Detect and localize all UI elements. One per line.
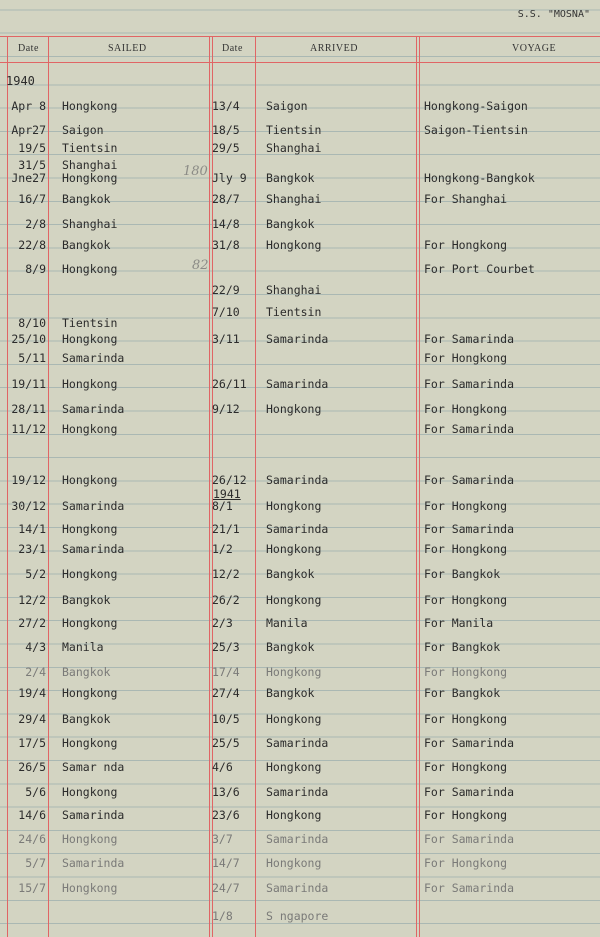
sailed-date: 15/7 — [18, 881, 46, 895]
arrived-date: 7/10 — [212, 305, 240, 319]
voyage: For Hongkong — [424, 808, 508, 822]
arrived-port: Hongkong — [266, 402, 322, 416]
sailed-port: Hongkong — [62, 567, 118, 581]
sailed-port: Bangkok — [62, 712, 111, 726]
header-date-arrived: Date — [222, 43, 243, 54]
rule-5 — [255, 36, 256, 937]
arrived-port: Hongkong — [266, 665, 322, 679]
sailed-port: Bangkok — [62, 665, 111, 679]
sailed-port: Manila — [62, 640, 104, 654]
arrived-port: Samarinda — [266, 377, 329, 391]
sailed-port: Shanghai — [62, 217, 118, 231]
sailed-date: 19/4 — [18, 686, 46, 700]
arrived-date: 13/4 — [212, 99, 240, 113]
sailed-date: 24/6 — [18, 832, 46, 846]
arrived-port: Bangkok — [266, 171, 315, 185]
arrived-port: Bangkok — [266, 217, 315, 231]
sailed-port: Bangkok — [62, 593, 111, 607]
arrived-date: Jly 9 — [212, 171, 247, 185]
voyage: For Bangkok — [424, 567, 501, 581]
ship-name: S.S. "MOSNA" — [517, 9, 590, 20]
voyage: For Hongkong — [424, 665, 508, 679]
sailed-date: 22/8 — [18, 238, 46, 252]
voyage: Saigon-Tientsin — [424, 123, 528, 137]
header-voyage: VOYAGE — [512, 43, 557, 54]
sailed-date: 8/10 — [18, 316, 46, 330]
voyage: For Samarinda — [424, 422, 515, 436]
sailed-date: 5/11 — [18, 351, 46, 365]
arrived-date: 10/5 — [212, 712, 240, 726]
voyage: Hongkong-Saigon — [424, 99, 528, 113]
arrived-port: Shanghai — [266, 141, 322, 155]
sailed-port: Hongkong — [62, 99, 118, 113]
arrived-port: Hongkong — [266, 760, 322, 774]
arrived-date: 28/7 — [212, 192, 240, 206]
sailed-port: Tientsin — [62, 141, 118, 155]
sailed-port: Hongkong — [62, 616, 118, 630]
sailed-date: 14/6 — [18, 808, 46, 822]
voyage: For Manila — [424, 616, 494, 630]
sailed-port: Hongkong — [62, 832, 118, 846]
arrived-date: 2/3 — [212, 616, 233, 630]
header-date-sailed: Date — [18, 43, 39, 54]
sailed-port: Samarinda — [62, 499, 125, 513]
arrived-date: 24/7 — [212, 881, 240, 895]
voyage: For Samarinda — [424, 832, 515, 846]
rule-2 — [48, 36, 49, 937]
sailed-date: 16/7 — [18, 192, 46, 206]
voyage: For Samarinda — [424, 332, 515, 346]
arrived-port: Samarinda — [266, 736, 329, 750]
sailed-date: Apr27 — [11, 123, 46, 137]
sailed-date: 4/3 — [25, 640, 46, 654]
voyage: For Bangkok — [424, 640, 501, 654]
arrived-port: Bangkok — [266, 567, 315, 581]
sailed-date: 11/12 — [11, 422, 46, 436]
sailed-port: Hongkong — [62, 473, 118, 487]
arrived-date: 14/7 — [212, 856, 240, 870]
arrived-date: 14/8 — [212, 217, 240, 231]
sailed-date: 5/6 — [25, 785, 46, 799]
arrived-port: Bangkok — [266, 640, 315, 654]
sailed-date: Apr 8 — [11, 99, 46, 113]
sailed-port: Hongkong — [62, 686, 118, 700]
arrived-date: 25/3 — [212, 640, 240, 654]
arrived-date: 17/4 — [212, 665, 240, 679]
sailed-port: Samarinda — [62, 402, 125, 416]
sailed-date: 17/5 — [18, 736, 46, 750]
voyage: For Hongkong — [424, 712, 508, 726]
sailed-port: Saigon — [62, 123, 104, 137]
voyage: For Samarinda — [424, 785, 515, 799]
sailed-date: 23/1 — [18, 542, 46, 556]
arrived-port: Samarinda — [266, 832, 329, 846]
voyage: For Hongkong — [424, 351, 508, 365]
year-heading-1941: 1941 — [213, 487, 241, 501]
voyage: For Hongkong — [424, 593, 508, 607]
sailed-port: Bangkok — [62, 192, 111, 206]
rule-3 — [209, 36, 210, 937]
header-arrived: ARRIVED — [310, 43, 358, 54]
sailed-port: Samarinda — [62, 856, 125, 870]
sailed-port: Samarinda — [62, 542, 125, 556]
arrived-port: Manila — [266, 616, 308, 630]
arrived-date: 3/7 — [212, 832, 233, 846]
sailed-port: Hongkong — [62, 736, 118, 750]
sailed-date: 26/5 — [18, 760, 46, 774]
sailed-date: 19/12 — [11, 473, 46, 487]
sailed-date: 29/4 — [18, 712, 46, 726]
voyage: For Hongkong — [424, 238, 508, 252]
header-bottom-rule — [0, 62, 600, 63]
arrived-date: 3/11 — [212, 332, 240, 346]
sailed-date: 2/8 — [25, 217, 46, 231]
voyage: For Hongkong — [424, 499, 508, 513]
year-heading: 1940 — [6, 74, 35, 88]
arrived-date: 29/5 — [212, 141, 240, 155]
sailed-date: 31/5 — [18, 158, 46, 172]
arrived-port: Shanghai — [266, 192, 322, 206]
sailed-port: Hongkong — [62, 422, 118, 436]
rule-6 — [416, 36, 417, 937]
arrived-port: Shanghai — [266, 283, 322, 297]
sailed-date: 14/1 — [18, 522, 46, 536]
arrived-date: 26/2 — [212, 593, 240, 607]
sailed-port: Samarinda — [62, 351, 125, 365]
sailed-date: 28/11 — [11, 402, 46, 416]
voyage: For Hongkong — [424, 542, 508, 556]
arrived-port: Hongkong — [266, 542, 322, 556]
sailed-port: Hongkong — [62, 522, 118, 536]
sailed-port: Hongkong — [62, 785, 118, 799]
voyage: For Hongkong — [424, 760, 508, 774]
voyage: For Samarinda — [424, 522, 515, 536]
sailed-date: Jne27 — [11, 171, 46, 185]
arrived-date: 31/8 — [212, 238, 240, 252]
voyage: For Shanghai — [424, 192, 508, 206]
sailed-port: Tientsin — [62, 316, 118, 330]
sailed-date: 5/7 — [25, 856, 46, 870]
voyage: For Samarinda — [424, 736, 515, 750]
arrived-date: 22/9 — [212, 283, 240, 297]
sailed-port: Bangkok — [62, 238, 111, 252]
arrived-date: 26/11 — [212, 377, 247, 391]
arrived-port: Saigon — [266, 99, 308, 113]
voyage: For Hongkong — [424, 856, 508, 870]
sailed-date: 12/2 — [18, 593, 46, 607]
sailed-date: 27/2 — [18, 616, 46, 630]
arrived-date: 23/6 — [212, 808, 240, 822]
sailed-date: 25/10 — [11, 332, 46, 346]
arrived-port: Samarinda — [266, 785, 329, 799]
arrived-port: Hongkong — [266, 499, 322, 513]
header-sailed: SAILED — [108, 43, 147, 54]
sailed-date: 8/9 — [25, 262, 46, 276]
arrived-date: 12/2 — [212, 567, 240, 581]
arrived-date: 1/8 — [212, 909, 233, 923]
arrived-port: Samarinda — [266, 473, 329, 487]
arrived-date: 4/6 — [212, 760, 233, 774]
arrived-date: 1/2 — [212, 542, 233, 556]
arrived-date: 25/5 — [212, 736, 240, 750]
rule-7 — [419, 36, 420, 937]
arrived-date: 8/1 — [212, 499, 233, 513]
voyage: Hongkong-Bangkok — [424, 171, 535, 185]
sailed-date: 19/11 — [11, 377, 46, 391]
voyage: For Hongkong — [424, 402, 508, 416]
voyage: For Samarinda — [424, 377, 515, 391]
sailed-port: Hongkong — [62, 377, 118, 391]
sailed-port: Samarinda — [62, 808, 125, 822]
arrived-port: Hongkong — [266, 593, 322, 607]
sailed-port: Hongkong — [62, 332, 118, 346]
arrived-port: Bangkok — [266, 686, 315, 700]
sailed-port: Hongkong — [62, 881, 118, 895]
arrived-date: 21/1 — [212, 522, 240, 536]
arrived-port: Hongkong — [266, 808, 322, 822]
voyage: For Port Courbet — [424, 262, 535, 276]
arrived-date: 13/6 — [212, 785, 240, 799]
sailed-port: Hongkong — [62, 171, 118, 185]
sailed-date: 30/12 — [11, 499, 46, 513]
arrived-port: S ngapore — [266, 909, 329, 923]
arrived-port: Hongkong — [266, 712, 322, 726]
arrived-date: 9/12 — [212, 402, 240, 416]
margin-note: 82 — [192, 258, 209, 273]
sailed-date: 5/2 — [25, 567, 46, 581]
header-top-rule — [0, 36, 600, 37]
sailed-port: Hongkong — [62, 262, 118, 276]
arrived-port: Hongkong — [266, 238, 322, 252]
voyage: For Bangkok — [424, 686, 501, 700]
margin-note: 180 — [183, 164, 208, 179]
voyage: For Samarinda — [424, 473, 515, 487]
sailed-date: 19/5 — [18, 141, 46, 155]
arrived-port: Hongkong — [266, 856, 322, 870]
arrived-port: Tientsin — [266, 305, 322, 319]
arrived-port: Samarinda — [266, 881, 329, 895]
sailed-date: 2/4 — [25, 665, 46, 679]
arrived-date: 26/12 — [212, 473, 247, 487]
sailed-port: Samar nda — [62, 760, 125, 774]
arrived-date: 18/5 — [212, 123, 240, 137]
arrived-port: Samarinda — [266, 522, 329, 536]
voyage: For Samarinda — [424, 881, 515, 895]
sailed-port: Shanghai — [62, 158, 118, 172]
arrived-port: Tientsin — [266, 123, 322, 137]
arrived-port: Samarinda — [266, 332, 329, 346]
arrived-date: 27/4 — [212, 686, 240, 700]
